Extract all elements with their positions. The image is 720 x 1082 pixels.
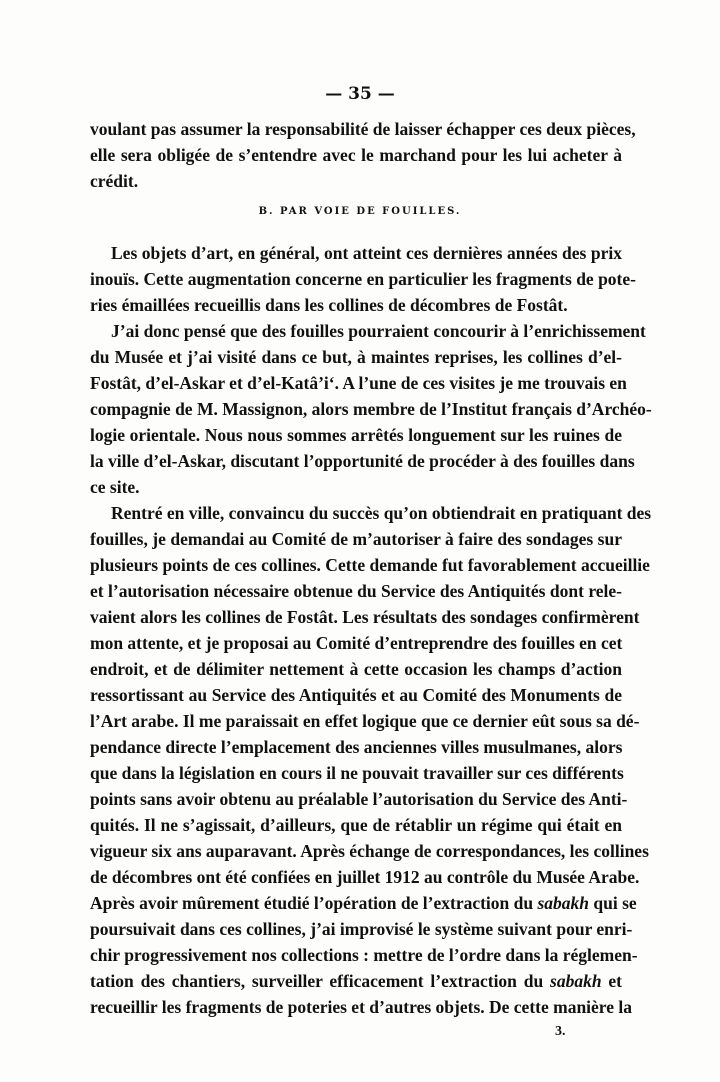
- text-line: mon attente, et je proposai au Comité d’entreprendre des fouilles en cet: [90, 633, 623, 653]
- text-line: quités. Il ne s’agissait, d’ailleurs, que de rétablir un régime qui était en: [90, 815, 622, 835]
- text-line: voulant pas assumer la responsabilité de laisser échapper ces deux pièces,: [90, 119, 636, 139]
- text-line: du Musée et j’ai visité dans ce but, à maintes reprises, les collines d’el-: [90, 347, 622, 367]
- text-line: Les objets d’art, en général, ont atteint ces dernières années des prix: [111, 243, 622, 263]
- text-line: compagnie de M. Massignon, alors membre de l’Institut français d’Archéo-: [90, 399, 652, 419]
- text-line: elle sera obligée de s’entendre avec le marchand pour les lui acheter à: [90, 145, 622, 165]
- signature-mark: 3.: [555, 1024, 566, 1039]
- text-span: qui se: [589, 893, 637, 913]
- text-line: vaient alors les collines de Fostât. Les résultats des sondages confirmèrent: [90, 607, 640, 627]
- text-line: et l’autorisation nécessaire obtenue du Service des Antiquités dont rele-: [90, 581, 622, 601]
- text-line: de décombres ont été confiées en juillet 1912 au contrôle du Musée Arabe.: [90, 867, 640, 887]
- text-line: J’ai donc pensé que des fouilles pourraient concourir à l’enrichissement: [111, 321, 646, 341]
- text-line: pendance directe l’emplacement des anciennes villes musulmanes, alors: [90, 737, 623, 757]
- text-line: chir progressivement nos collections : mettre de l’ordre dans la réglemen-: [90, 945, 638, 965]
- italic-term: sabakh: [537, 893, 590, 913]
- text-line: la ville d’el-Askar, discutant l’opportunité de procéder à des fouilles dans: [90, 451, 635, 471]
- text-line: inouïs. Cette augmentation concerne en particulier les fragments de pote-: [90, 269, 636, 289]
- text-line: plusieurs points de ces collines. Cette demande fut favorablement accueillie: [90, 555, 650, 575]
- text-line: Fostât, d’el-Askar et d’el-Katâ’i‘. A l’une de ces visites je me trouvais en: [90, 373, 627, 393]
- italic-term: sabakh: [550, 971, 602, 991]
- text-span: Après avoir mûrement étudié l’opération de l’extraction du: [90, 893, 538, 913]
- text-line: que dans la législation en cours il ne pouvait travailler sur ces différents: [90, 763, 624, 783]
- text-line: [90, 968, 622, 994]
- text-line: ressortissant au Service des Antiquités et au Comité des Monuments de: [90, 685, 622, 705]
- text-line: points sans avoir obtenu au préalable l’autorisation du Service des Anti-: [90, 789, 628, 809]
- text-span: tation des chantiers, surveiller efficacement l’extraction du: [90, 971, 551, 991]
- text-line: endroit, et de délimiter nettement à cette occasion les champs d’action: [90, 659, 622, 679]
- text-line: poursuivait dans ces collines, j’ai improvisé le système suivant pour enri-: [90, 919, 633, 939]
- text-line: [90, 890, 637, 916]
- text-span: et: [601, 971, 622, 991]
- section-heading: B. PAR VOIE DE FOUILLES.: [258, 206, 462, 217]
- text-line: vigueur six ans auparavant. Après échange de correspondances, les collines: [90, 841, 649, 861]
- text-line: logie orientale. Nous nous sommes arrêtés longuement sur les ruines de: [90, 425, 622, 445]
- text-line: ries émaillées recueillis dans les collines de décombres de Fostât.: [90, 295, 568, 315]
- text-line: ce site.: [90, 477, 140, 497]
- text-line: crédit.: [90, 171, 139, 191]
- text-line: recueillir les fragments de poteries et d’autres objets. De cette manière la: [90, 997, 633, 1017]
- text-line: fouilles, je demandai au Comité de m’autoriser à faire des sondages sur: [90, 529, 622, 549]
- text-line: Rentré en ville, convaincu du succès qu’on obtiendrait en pratiquant des: [111, 503, 652, 523]
- text-line: l’Art arabe. Il me paraissait en effet logique que ce dernier eût sous sa dé-: [90, 711, 640, 731]
- page-number: — 35 —: [325, 84, 395, 104]
